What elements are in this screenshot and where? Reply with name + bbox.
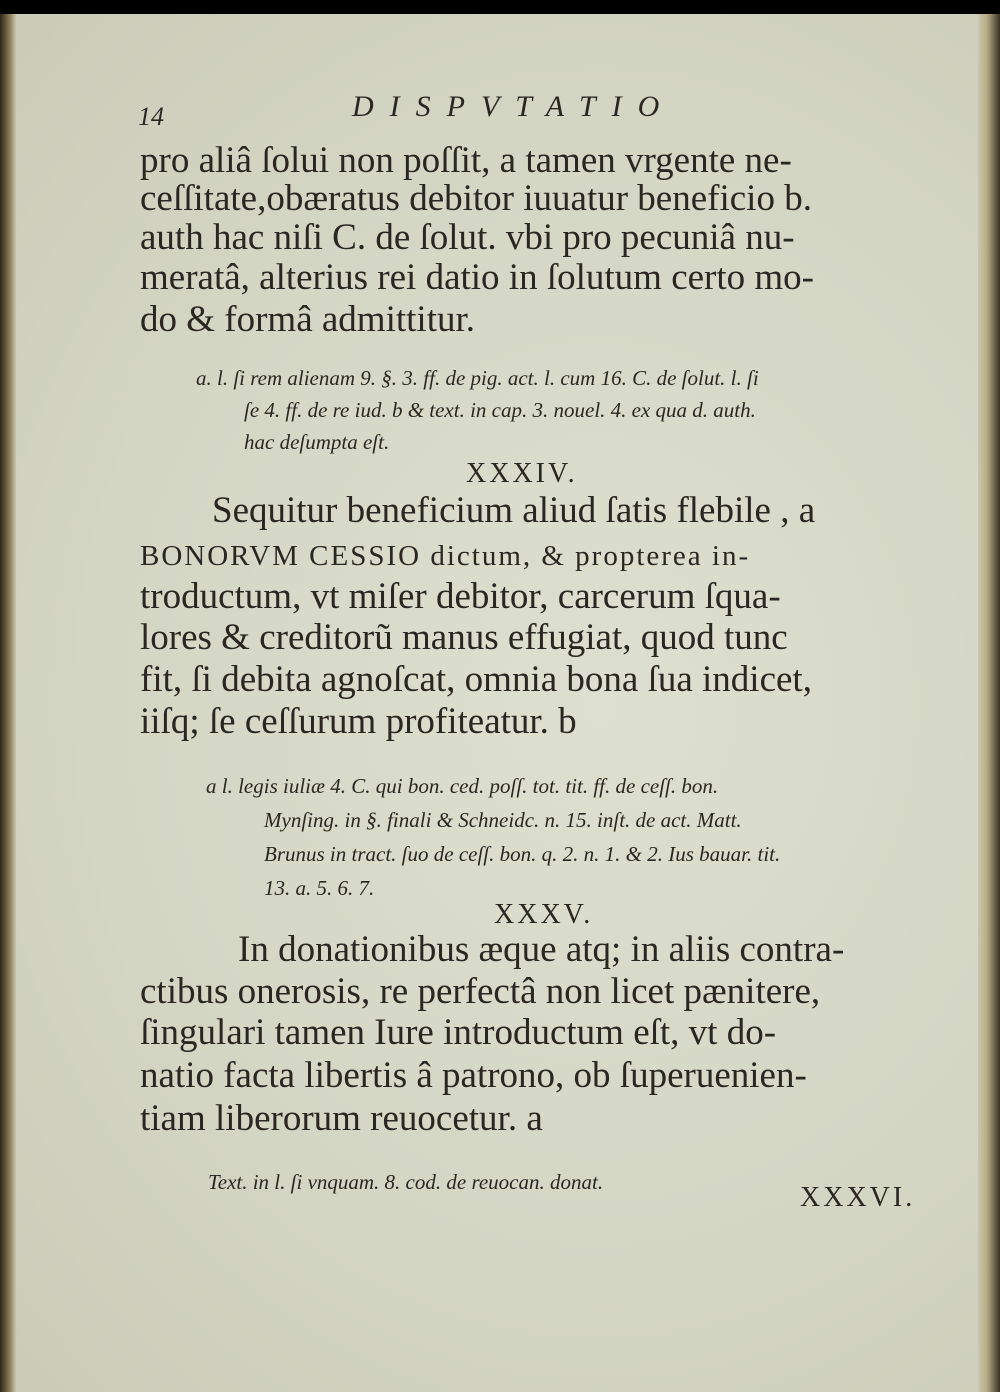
footnote-line: a. l. ſi rem alienam 9. §. 3. ff. de pig. act. l. cum 16. C. de ſolut. l. ſi: [196, 366, 759, 390]
footnote-line: a l. legis iuliæ 4. C. qui bon. ced. poſſ. tot. tit. ff. de ceſſ. bon.: [206, 774, 719, 798]
body-line: meratâ, alterius rei datio in ſolutum certo mo-: [140, 257, 815, 298]
footnote-line: hac deſumpta eſt.: [244, 430, 390, 454]
body-line: natio facta libertis â patrono, ob ſuperuenien-: [140, 1055, 807, 1096]
body-line: ceſſitate,obæratus debitor iuuatur beneficio b.: [140, 178, 812, 219]
book-page: [0, 14, 1000, 1392]
body-line: In donationibus æque atq; in aliis contra-: [238, 929, 845, 970]
page-binding-edge: [0, 14, 16, 1392]
footnote-line: Brunus in tract. ſuo de ceſſ. bon. q. 2. n. 1. & 2. Ius bauar. tit.: [264, 842, 781, 866]
body-line: auth hac niſi C. de ſolut. vbi pro pecuniâ nu-: [140, 217, 795, 258]
section-heading: XXXV.: [494, 899, 594, 930]
running-head: DISPVTATIO: [352, 90, 676, 123]
catchword: XXXVI.: [800, 1182, 916, 1213]
section-heading: XXXIV.: [466, 458, 578, 489]
body-line: do & formâ admittitur.: [140, 299, 476, 340]
body-line: iiſq; ſe ceſſurum profiteatur. b: [140, 701, 577, 742]
body-line: lores & creditorũ manus effugiat, quod tunc: [140, 617, 788, 658]
footnote-line: Text. in l. ſi vnquam. 8. cod. de reuocan. donat.: [208, 1170, 604, 1194]
page-number: 14: [138, 102, 164, 131]
body-line: fit, ſi debita agnoſcat, omnia bona ſua indicet,: [140, 659, 812, 700]
body-line: ctibus onerosis, re perfectâ non licet pænitere,: [140, 971, 821, 1012]
body-line: BONORVM CESSIO dictum, & propterea in-: [140, 540, 751, 572]
footnote-line: ſe 4. ff. de re iud. b & text. in cap. 3. nouel. 4. ex qua d. auth.: [244, 398, 756, 422]
body-line: troductum, vt miſer debitor, carcerum ſqua-: [140, 576, 781, 617]
footnote-line: 13. a. 5. 6. 7.: [264, 876, 375, 900]
footnote-line: Mynſing. in §. finali & Schneidc. n. 15. inſt. de act. Matt.: [264, 808, 742, 832]
body-line: tiam liberorum reuocetur. a: [140, 1098, 543, 1139]
page-fore-edge: [978, 14, 1000, 1392]
body-line: ſingulari tamen Iure introductum eſt, vt do-: [140, 1012, 777, 1053]
body-line: pro aliâ ſolui non poſſit, a tamen vrgente ne-: [140, 140, 792, 181]
body-line: Sequitur beneficium aliud ſatis flebile , a: [212, 490, 816, 531]
